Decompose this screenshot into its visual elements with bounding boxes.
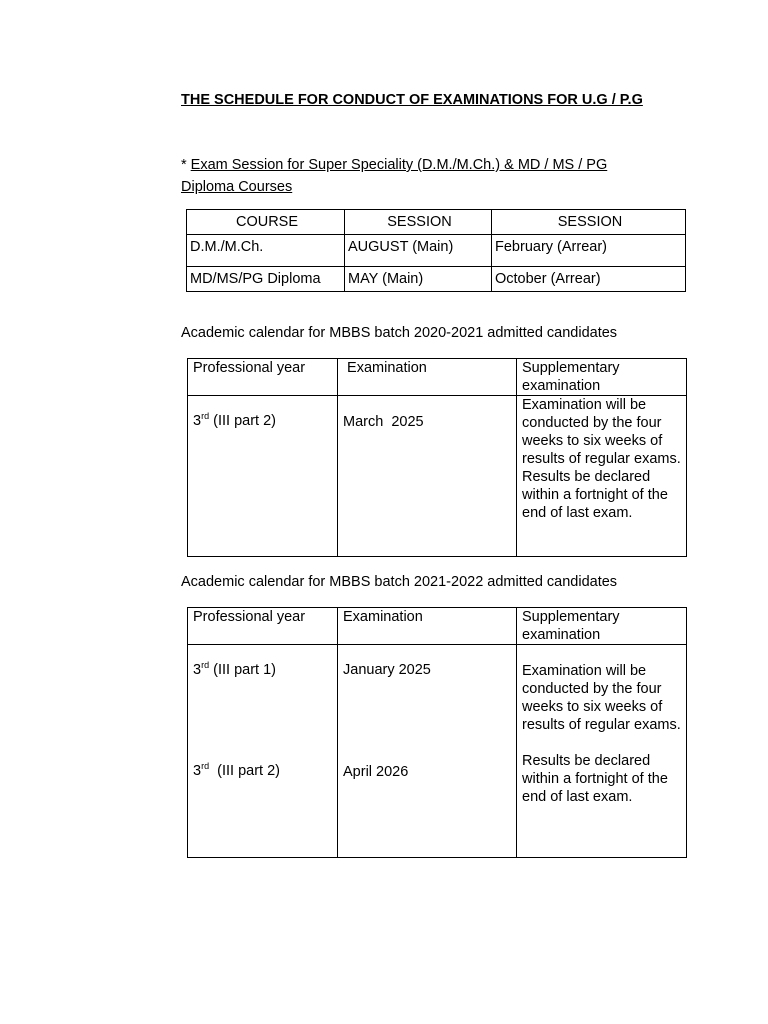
- header-supplementary: Supplementary examination: [517, 608, 687, 645]
- calendar-2020-table: [187, 358, 687, 557]
- header-professional-year: Professional year: [188, 608, 338, 645]
- calendar-2020-caption: Academic calendar for MBBS batch 2020-2021 admitted candidates: [181, 325, 618, 341]
- results-declaration-text: Results be declared within a fortnight of the end of last exam.: [522, 753, 668, 805]
- header-professional-year: Professional year: [188, 359, 338, 396]
- supplementary-schedule-text: Examination will be conducted by the four weeks to six weeks of results of regular exams.: [522, 663, 681, 733]
- main-session-cell: AUGUST (Main): [345, 235, 492, 267]
- header-examination: Examination: [338, 359, 517, 396]
- table-row: [187, 267, 686, 292]
- header-course: COURSE: [187, 210, 345, 235]
- arrear-session-cell: October (Arrear): [492, 267, 686, 292]
- examination-cell: [338, 645, 517, 858]
- arrear-session-cell: February (Arrear): [492, 235, 686, 267]
- exam-session-heading-text: Exam Session for Super Speciality (D.M./M.Ch.) & MD / MS / PG Diploma Courses: [181, 157, 608, 195]
- main-session-cell: MAY (Main): [345, 267, 492, 292]
- supplementary-cell: [517, 645, 687, 858]
- header-session-main: SESSION: [345, 210, 492, 235]
- table-row: [187, 235, 686, 267]
- header-examination: Examination: [338, 608, 517, 645]
- professional-year-cell: 3rd (III part 2): [188, 396, 338, 557]
- exam-date-part-2: April 2026: [343, 764, 409, 780]
- page-title: THE SCHEDULE FOR CONDUCT OF EXAMINATIONS FOR U.G / P.G: [181, 92, 643, 108]
- calendar-2021-header-row: [188, 608, 687, 645]
- supplementary-cell: [517, 396, 687, 557]
- results-declaration-text: Results be declared within a fortnight of the end of last exam.: [522, 469, 668, 521]
- session-table-header-row: [187, 210, 686, 235]
- bullet-marker: *: [181, 157, 191, 173]
- header-supplementary: Supplementary examination: [517, 359, 687, 396]
- table-row: [188, 645, 687, 858]
- table-row: [188, 396, 687, 557]
- course-cell: MD/MS/PG Diploma: [187, 267, 345, 292]
- examination-cell: March 2025: [338, 396, 517, 557]
- professional-year-cell: [188, 645, 338, 858]
- header-session-arrear: SESSION: [492, 210, 686, 235]
- course-cell: D.M./M.Ch.: [187, 235, 345, 267]
- year-part-1: 3rd (III part 1): [193, 660, 276, 678]
- supplementary-schedule-text: Examination will be conducted by the four weeks to six weeks of results of regular exams.: [522, 397, 681, 467]
- session-table: [186, 209, 686, 292]
- year-part-2: 3rd (III part 2): [193, 761, 281, 779]
- exam-session-heading: [181, 154, 651, 198]
- calendar-2020-header-row: [188, 359, 687, 396]
- calendar-2021-caption: Academic calendar for MBBS batch 2021-2022 admitted candidates: [181, 574, 618, 590]
- exam-date-part-1: January 2025: [343, 662, 431, 678]
- calendar-2021-table: [187, 607, 687, 858]
